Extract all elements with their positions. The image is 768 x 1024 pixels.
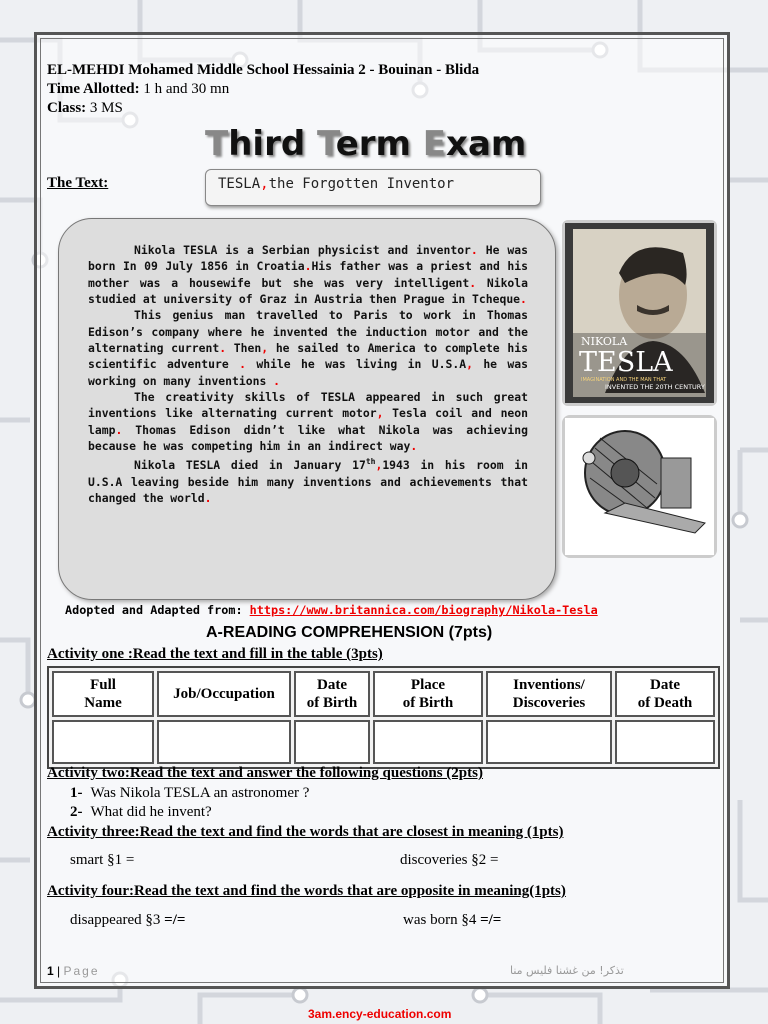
question-1: 1- Was Nikola TESLA an astronomer ? bbox=[70, 785, 310, 801]
paragraph-4: Nikola TESLA died in January 17th,1943 in his room in U.S.A leaving beside him many inventions and achievements that changed the world. bbox=[88, 457, 528, 505]
class-label: Class: bbox=[47, 100, 87, 116]
col-full-name: Full Name bbox=[52, 671, 154, 717]
svg-text:NIKOLA: NIKOLA bbox=[581, 335, 628, 348]
arabic-footer-note: تذكر! من غشنا فليس منا bbox=[510, 964, 624, 977]
class-line bbox=[47, 99, 123, 117]
col-date-birth: Date of Birth bbox=[294, 671, 370, 717]
source-line: Adopted and Adapted from: https://www.britannica.com/biography/Nikola-Tesla bbox=[65, 603, 598, 617]
col-inventions: Inventions/ Discoveries bbox=[486, 671, 612, 717]
reading-text bbox=[88, 242, 528, 506]
the-text-label: The Text: bbox=[47, 175, 109, 191]
time-label: Time Allotted: bbox=[47, 81, 140, 97]
svg-text:TESLA: TESLA bbox=[579, 347, 673, 378]
exam-title: Third Term Exam bbox=[205, 124, 527, 164]
time-allotted bbox=[47, 80, 229, 98]
induction-motor-image bbox=[562, 415, 717, 558]
col-date-death: Date of Death bbox=[615, 671, 715, 717]
page-number: 1 | Page bbox=[47, 964, 100, 978]
synonym-item-1: smart §1 = bbox=[70, 852, 135, 868]
answer-cell[interactable] bbox=[615, 720, 715, 764]
time-value: 1 h and 30 mn bbox=[143, 81, 230, 97]
tesla-portrait-image bbox=[562, 220, 717, 406]
text-title-box: TESLA,the Forgotten Inventor bbox=[205, 169, 541, 206]
answer-cell[interactable] bbox=[486, 720, 612, 764]
answer-cell[interactable] bbox=[52, 720, 154, 764]
answer-row bbox=[52, 720, 715, 764]
class-value: 3 MS bbox=[89, 100, 123, 116]
question-2: 2- What did he invent? bbox=[70, 804, 212, 820]
site-url[interactable]: 3am.ency-education.com bbox=[308, 1007, 452, 1021]
synonym-item-2: discoveries §2 = bbox=[400, 852, 499, 868]
paragraph-3: The creativity skills of TESLA appeared in such great inventions like alternating current motor, Tesla coil and neon lamp. Thomas Edison didn’t like what Nikola was achieving because he was competing him in an indirect way. bbox=[88, 390, 528, 454]
activity-two-title: Activity two:Read the text and answer the following questions (2pts) bbox=[47, 765, 483, 781]
activity-four-title: Activity four:Read the text and find the words that are opposite in meaning(1pts) bbox=[47, 883, 566, 899]
col-place-birth: Place of Birth bbox=[373, 671, 483, 717]
opposite-item-1: disappeared §3 =/= bbox=[70, 912, 186, 928]
opposite-item-2: was born §4 =/= bbox=[403, 912, 502, 928]
section-title: A-READING COMPREHENSION (7pts) bbox=[206, 624, 493, 641]
svg-text:INVENTED THE 20TH CENTURY: INVENTED THE 20TH CENTURY bbox=[605, 383, 705, 391]
answer-cell[interactable] bbox=[294, 720, 370, 764]
britannica-link[interactable]: https://www.britannica.com/biography/Nikola-Tesla bbox=[249, 603, 598, 617]
fill-in-table bbox=[47, 666, 720, 769]
svg-text:IMAGINATION AND THE MAN THAT: IMAGINATION AND THE MAN THAT bbox=[581, 377, 667, 383]
col-job: Job/Occupation bbox=[157, 671, 291, 717]
paragraph-2: This genius man travelled to Paris to work in Thomas Edison’s company where he invented the induction motor and the alternating current. Then, he sailed to America to complete his scientific adventure . while he was living in U.S.A, he was working on many inventions . bbox=[88, 308, 529, 388]
answer-cell[interactable] bbox=[157, 720, 291, 764]
activity-one-title: Activity one :Read the text and fill in the table (3pts) bbox=[47, 646, 383, 662]
school-name: EL-MEHDI Mohamed Middle School Hessainia 2 - Bouinan - Blida bbox=[47, 62, 480, 78]
activity-three-title: Activity three:Read the text and find the words that are closest in meaning (1pts) bbox=[47, 824, 564, 840]
paragraph-1: Nikola TESLA is a Serbian physicist and inventor. He was born In 09 July 1856 in Croatia.His father was a priest and his mother was a housewife but she was very intelligent. Nikola studied at university of Graz in Austria then Prague in Tcheque. bbox=[88, 243, 529, 307]
answer-cell[interactable] bbox=[373, 720, 483, 764]
